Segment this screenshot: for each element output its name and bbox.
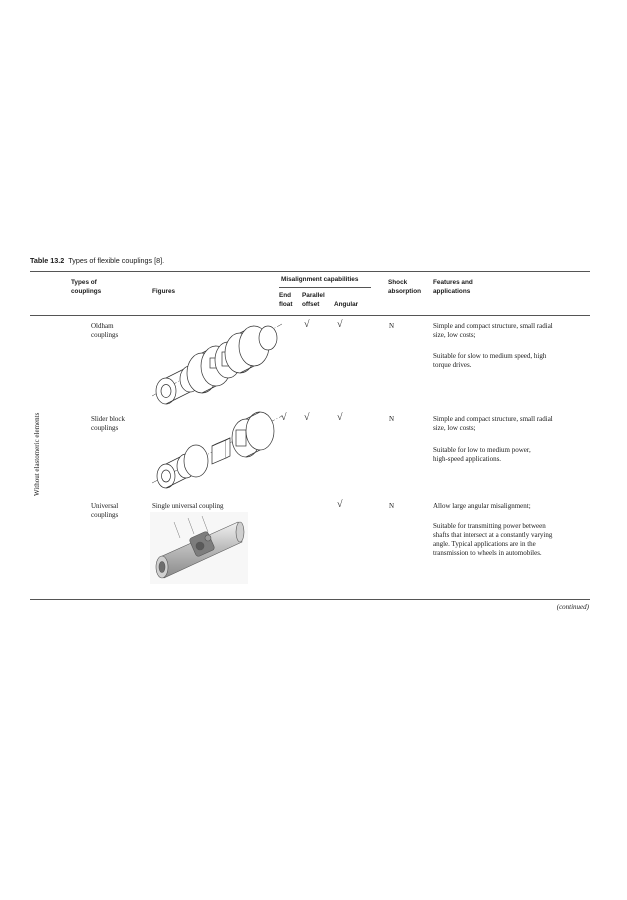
table-title: Types of flexible couplings [8]. [68,256,165,265]
header-end-float-line1: End [279,292,292,299]
slider-shock: N [389,415,395,423]
slider-end-float-check: √ [281,412,287,423]
oldham-parallel-offset-check: √ [304,319,310,330]
table-bottom-rule [30,599,590,600]
header-shock [388,279,421,296]
universal-shock: N [389,502,395,510]
slider-applications [433,446,531,464]
slider-type-line2: couplings [91,424,119,432]
header-features-line1: Features and [433,279,473,286]
universal-applications-line1: Suitable for transmitting power between [433,522,546,530]
slider-angular-check: √ [337,412,343,423]
oldham-features-line2: size, low costs; [433,331,476,339]
table-row-slider-type [91,415,125,433]
oldham-applications-line1: Suitable for slow to medium speed, high [433,352,547,360]
universal-type-line1: Universal [91,502,119,510]
oldham-type-line1: Oldham [91,322,114,330]
universal-applications [433,522,552,558]
header-types-line2: couplings [71,287,102,295]
oldham-applications [433,352,546,370]
header-shock-line2: absorption [388,287,422,295]
header-end-float-line2: float [279,300,293,308]
slider-type-line1: Slider block [91,415,126,423]
header-figures: Figures [152,287,176,295]
universal-applications-line2: shafts that intersect at a constantly varying [433,531,553,539]
header-parallel-offset [302,292,325,309]
universal-coupling-figure [150,512,250,584]
universal-type-line2: couplings [91,511,119,519]
oldham-shock: N [389,322,395,330]
header-end-float [279,292,293,309]
table-top-rule [30,271,590,272]
slider-features [433,415,553,433]
header-parallel-offset-line1: Parallel [302,292,325,299]
universal-angular-check: √ [337,499,343,510]
oldham-coupling-figure [150,316,285,411]
slider-features-line2: size, low costs; [433,424,476,432]
oldham-type-line2: couplings [91,331,119,339]
oldham-angular-check: √ [337,319,343,330]
slider-block-coupling-figure [150,408,285,493]
continued-note: (continued) [556,603,589,611]
table-row-oldham-type [91,322,118,340]
table-row-universal-type [91,502,118,520]
oldham-applications-line2: torque drives. [433,361,472,369]
universal-applications-line4: transmission to wheels in automobiles. [433,549,542,557]
group-label: Without elastomeric elements [33,412,41,496]
header-types-line1: Types of [71,279,97,286]
slider-parallel-offset-check: √ [304,412,310,423]
universal-figure-label: Single universal coupling [152,502,224,510]
header-shock-line1: Shock [388,279,408,286]
table-number: Table 13.2 [30,256,65,265]
header-types [71,279,101,296]
universal-applications-line3: angle. Typical applications are in the [433,540,536,548]
header-misalignment: Misalignment capabilities [281,276,359,283]
universal-features: Allow large angular misalignment; [433,502,531,510]
slider-features-line1: Simple and compact structure, small radial [433,415,553,423]
slider-applications-line2: high-speed applications. [433,455,502,463]
header-angular: Angular [334,300,359,308]
header-features [433,279,473,296]
oldham-features [433,322,553,340]
oldham-features-line1: Simple and compact structure, small radial [433,322,553,330]
header-bottom-rule [30,315,590,316]
table-caption [30,256,164,265]
header-parallel-offset-line2: offset [302,300,320,308]
header-features-line2: applications [433,287,471,295]
slider-applications-line1: Suitable for low to medium power, [433,446,531,454]
header-misalignment-rule [279,287,371,288]
